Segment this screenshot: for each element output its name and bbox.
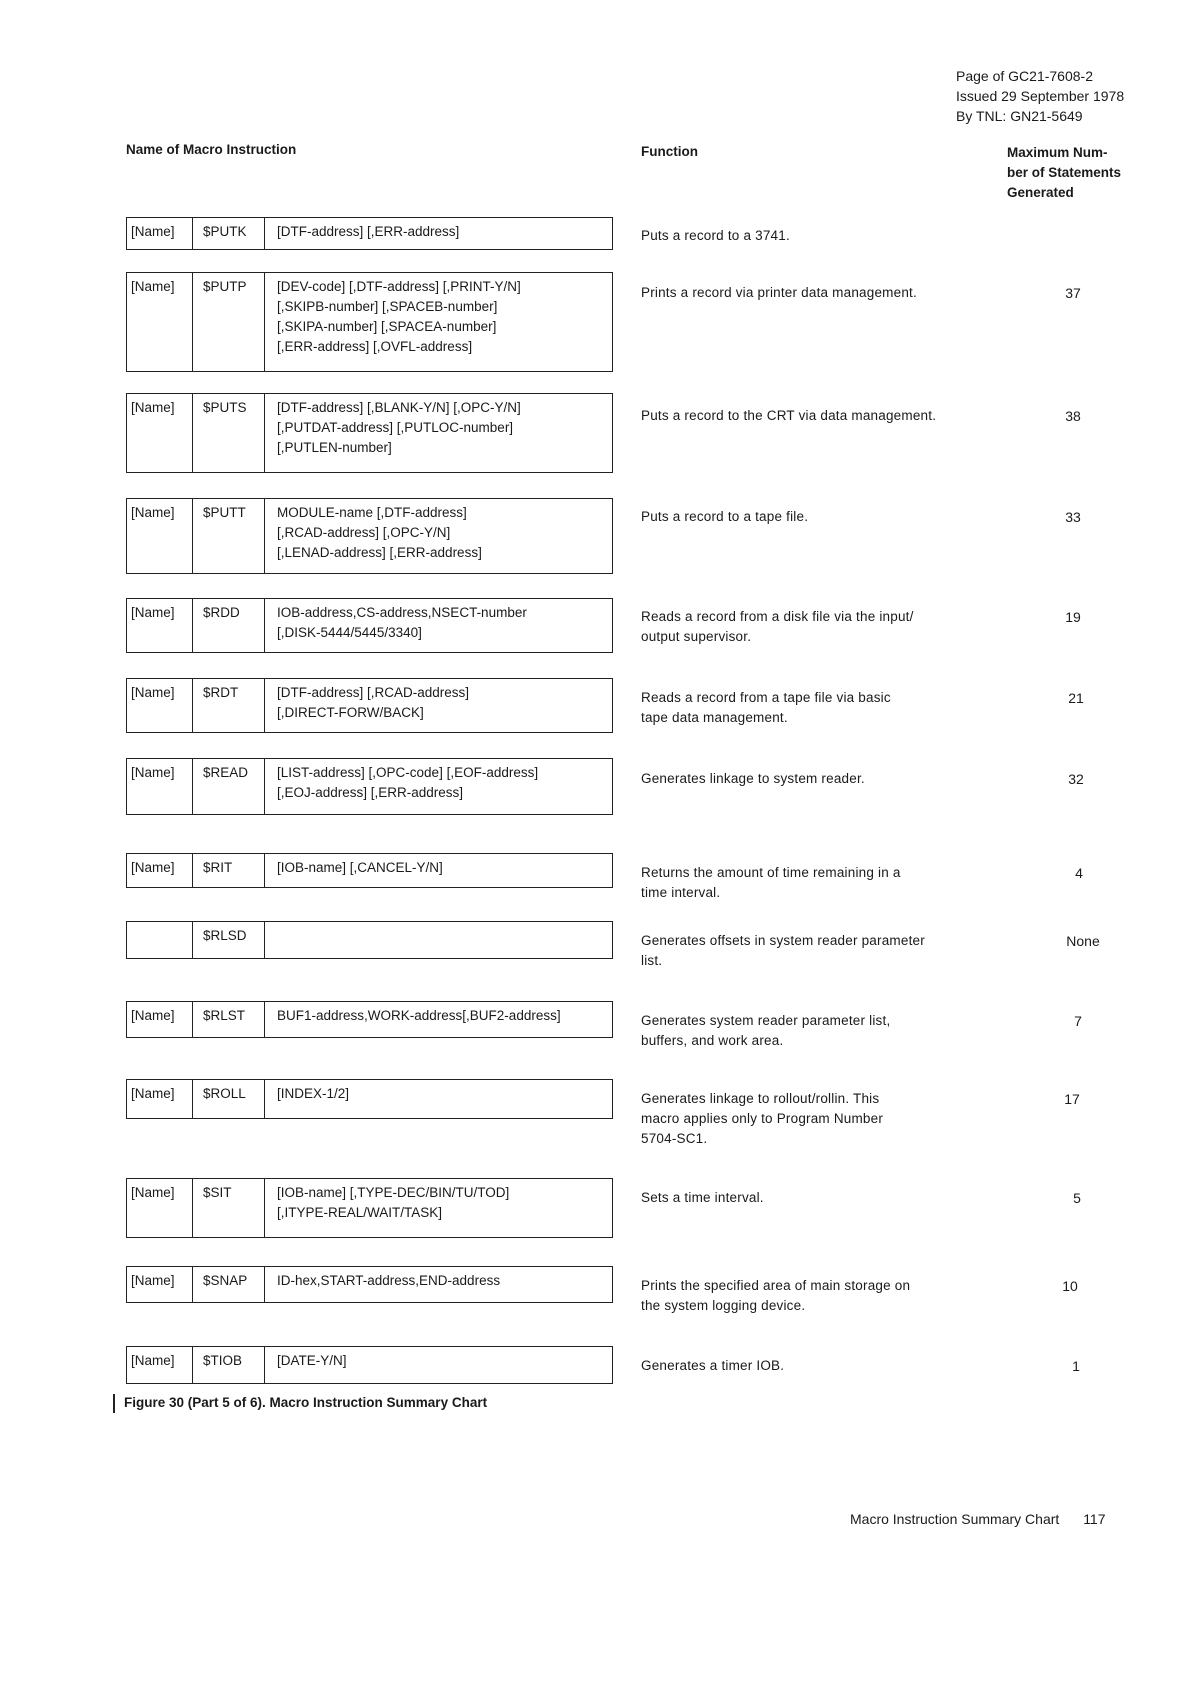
function-line: Puts a record to the CRT via data management. [641,408,937,423]
operand-line: [DTF-address] [,ERR-address] [277,224,460,239]
macro-mnemonic: $RLST [193,1002,265,1037]
max-statements: 33 [1065,509,1081,525]
operand-line: [DATE-Y/N] [277,1353,347,1368]
macro-row-box [126,921,613,959]
operand-line: BUF1-address,WORK-address[,BUF2-address] [277,1008,561,1023]
macro-mnemonic: $RDD [193,599,265,652]
macro-name-label: [Name] [127,759,193,814]
macro-mnemonic: $SIT [193,1179,265,1237]
macro-mnemonic: $TIOB [193,1347,265,1383]
max-statements: 32 [1068,771,1084,787]
operand-line: MODULE-name [,DTF-address] [277,505,467,520]
macro-function [641,931,981,971]
function-line: buffers, and work area. [641,1033,784,1048]
macro-row-box [126,1079,613,1119]
macro-name-label: [Name] [127,273,193,371]
operand-line: [IOB-name] [,TYPE-DEC/BIN/TU/TOD] [277,1185,510,1200]
function-line: Generates system reader parameter list, [641,1013,891,1028]
operand-line: [,SKIPB-number] [,SPACEB-number] [277,299,498,314]
macro-operands [265,1179,612,1237]
function-line: Generates offsets in system reader parameter [641,933,925,948]
function-line: Puts a record to a 3741. [641,228,790,243]
operand-line: IOB-address,CS-address,NSECT-number [277,605,527,620]
operand-line: [,RCAD-address] [,OPC-Y/N] [277,525,451,540]
macro-name-label: [Name] [127,1179,193,1237]
max-statements: 38 [1065,408,1081,424]
function-line: Generates linkage to rollout/rollin. This [641,1091,880,1106]
operand-line: [IOB-name] [,CANCEL-Y/N] [277,860,443,875]
max-statements: 5 [1073,1190,1081,1206]
macro-name-label: [Name] [127,1347,193,1383]
macro-row-box [126,678,613,733]
macro-row-box [126,598,613,653]
macro-name-label: [Name] [127,1267,193,1302]
operand-line: [,PUTLEN-number] [277,440,392,455]
macro-row-box [126,393,613,473]
operand-line: [,ITYPE-REAL/WAIT/TASK] [277,1205,443,1220]
revision-bar [113,1394,115,1413]
macro-function [641,688,981,728]
max-statements: None [1066,933,1100,949]
function-line: Returns the amount of time remaining in a [641,865,901,880]
macro-name-label: [Name] [127,218,193,249]
macro-function [641,1011,981,1051]
operand-line: [DTF-address] [,BLANK-Y/N] [,OPC-Y/N] [277,400,521,415]
function-line: output supervisor. [641,629,752,644]
document-number: Page of GC21-7608-2 [956,68,1093,84]
macro-name-label: [Name] [127,1080,193,1118]
macro-mnemonic: $PUTT [193,499,265,573]
document-header [956,66,1124,126]
macro-function [641,406,981,426]
operand-line: [,DIRECT-FORW/BACK] [277,705,424,720]
function-line: Prints the specified area of main storage on [641,1278,911,1293]
macro-row-box [126,498,613,574]
macro-operands [265,1002,612,1037]
macro-function [641,507,981,527]
max-statements: 1 [1072,1358,1080,1374]
tnl-number: By TNL: GN21-5649 [956,108,1083,124]
column-header-name: Name of Macro Instruction [126,142,297,157]
issue-date: Issued 29 September 1978 [956,88,1125,104]
macro-mnemonic: $ROLL [193,1080,265,1118]
macro-function [641,607,981,647]
function-line: list. [641,953,663,968]
macro-name-label: [Name] [127,499,193,573]
function-line: Reads a record from a tape file via basic [641,690,891,705]
macro-row-box [126,217,613,250]
max-statements: 19 [1065,609,1081,625]
max-statements: 7 [1074,1013,1082,1029]
macro-name-label: [Name] [127,854,193,887]
column-header-function: Function [641,144,698,159]
macro-row-box [126,1178,613,1238]
macro-operands [265,218,612,249]
operand-line: ID-hex,START-address,END-address [277,1273,501,1288]
function-line: macro applies only to Program Number [641,1111,884,1126]
max-statements: 4 [1075,865,1083,881]
macro-function [641,1276,981,1316]
function-line: time interval. [641,885,721,900]
macro-operands [265,599,612,652]
macro-operands [265,499,612,573]
macro-function [641,1089,981,1149]
macro-row-box [126,758,613,815]
operand-line: [,SKIPA-number] [,SPACEA-number] [277,319,497,334]
operand-line: [DTF-address] [,RCAD-address] [277,685,470,700]
macro-operands [265,1267,612,1302]
macro-row-box [126,272,613,372]
macro-name-label [127,922,193,958]
page-number: 117 [1083,1511,1106,1527]
macro-name-label: [Name] [127,394,193,472]
macro-mnemonic: $PUTS [193,394,265,472]
function-line: Sets a time interval. [641,1190,764,1205]
column-header-max: Maximum Num- ber of Statements Generated [1007,145,1122,200]
macro-operands [265,922,612,958]
max-statements: 17 [1064,1091,1080,1107]
operand-line: [LIST-address] [,OPC-code] [,EOF-address] [277,765,539,780]
macro-mnemonic: $RIT [193,854,265,887]
macro-function [641,283,981,303]
function-line: Reads a record from a disk file via the input/ [641,609,914,624]
macro-mnemonic: $PUTP [193,273,265,371]
macro-function [641,226,981,246]
operand-line: [DEV-code] [,DTF-address] [,PRINT-Y/N] [277,279,521,294]
macro-mnemonic: $RDT [193,679,265,732]
macro-row-box [126,853,613,888]
macro-function [641,1188,981,1208]
macro-mnemonic: $READ [193,759,265,814]
macro-function [641,1356,981,1376]
operand-line: [,PUTDAT-address] [,PUTLOC-number] [277,420,514,435]
operand-line: [,EOJ-address] [,ERR-address] [277,785,464,800]
macro-operands [265,679,612,732]
function-line: 5704-SC1. [641,1131,708,1146]
macro-name-label: [Name] [127,679,193,732]
operand-line: [,LENAD-address] [,ERR-address] [277,545,482,560]
macro-row-box [126,1266,613,1303]
function-line: Puts a record to a tape file. [641,509,809,524]
macro-name-label: [Name] [127,1002,193,1037]
macro-row-box [126,1346,613,1384]
macro-name-label: [Name] [127,599,193,652]
function-line: Generates linkage to system reader. [641,771,865,786]
macro-row-box [126,1001,613,1038]
max-statements: 37 [1065,285,1081,301]
figure-caption: Figure 30 (Part 5 of 6). Macro Instruction Summary Chart [124,1395,488,1410]
macro-operands [265,1347,612,1383]
macro-operands [265,854,612,887]
macro-operands [265,394,612,472]
function-line: tape data management. [641,710,788,725]
operand-line: [,ERR-address] [,OVFL-address] [277,339,473,354]
macro-function [641,769,981,789]
page-footer [850,1511,1106,1527]
max-statements: 10 [1062,1278,1078,1294]
macro-operands [265,273,612,371]
function-line: Prints a record via printer data management. [641,285,917,300]
function-line: the system logging device. [641,1298,806,1313]
macro-mnemonic: $PUTK [193,218,265,249]
function-line: Generates a timer IOB. [641,1358,785,1373]
macro-function [641,863,981,903]
macro-mnemonic: $SNAP [193,1267,265,1302]
operand-line: [INDEX-1/2] [277,1086,350,1101]
macro-mnemonic: $RLSD [193,922,265,958]
macro-operands [265,1080,612,1118]
macro-operands [265,759,612,814]
footer-title: Macro Instruction Summary Chart [850,1511,1060,1527]
max-statements: 21 [1068,690,1084,706]
operand-line: [,DISK-5444/5445/3340] [277,625,422,640]
